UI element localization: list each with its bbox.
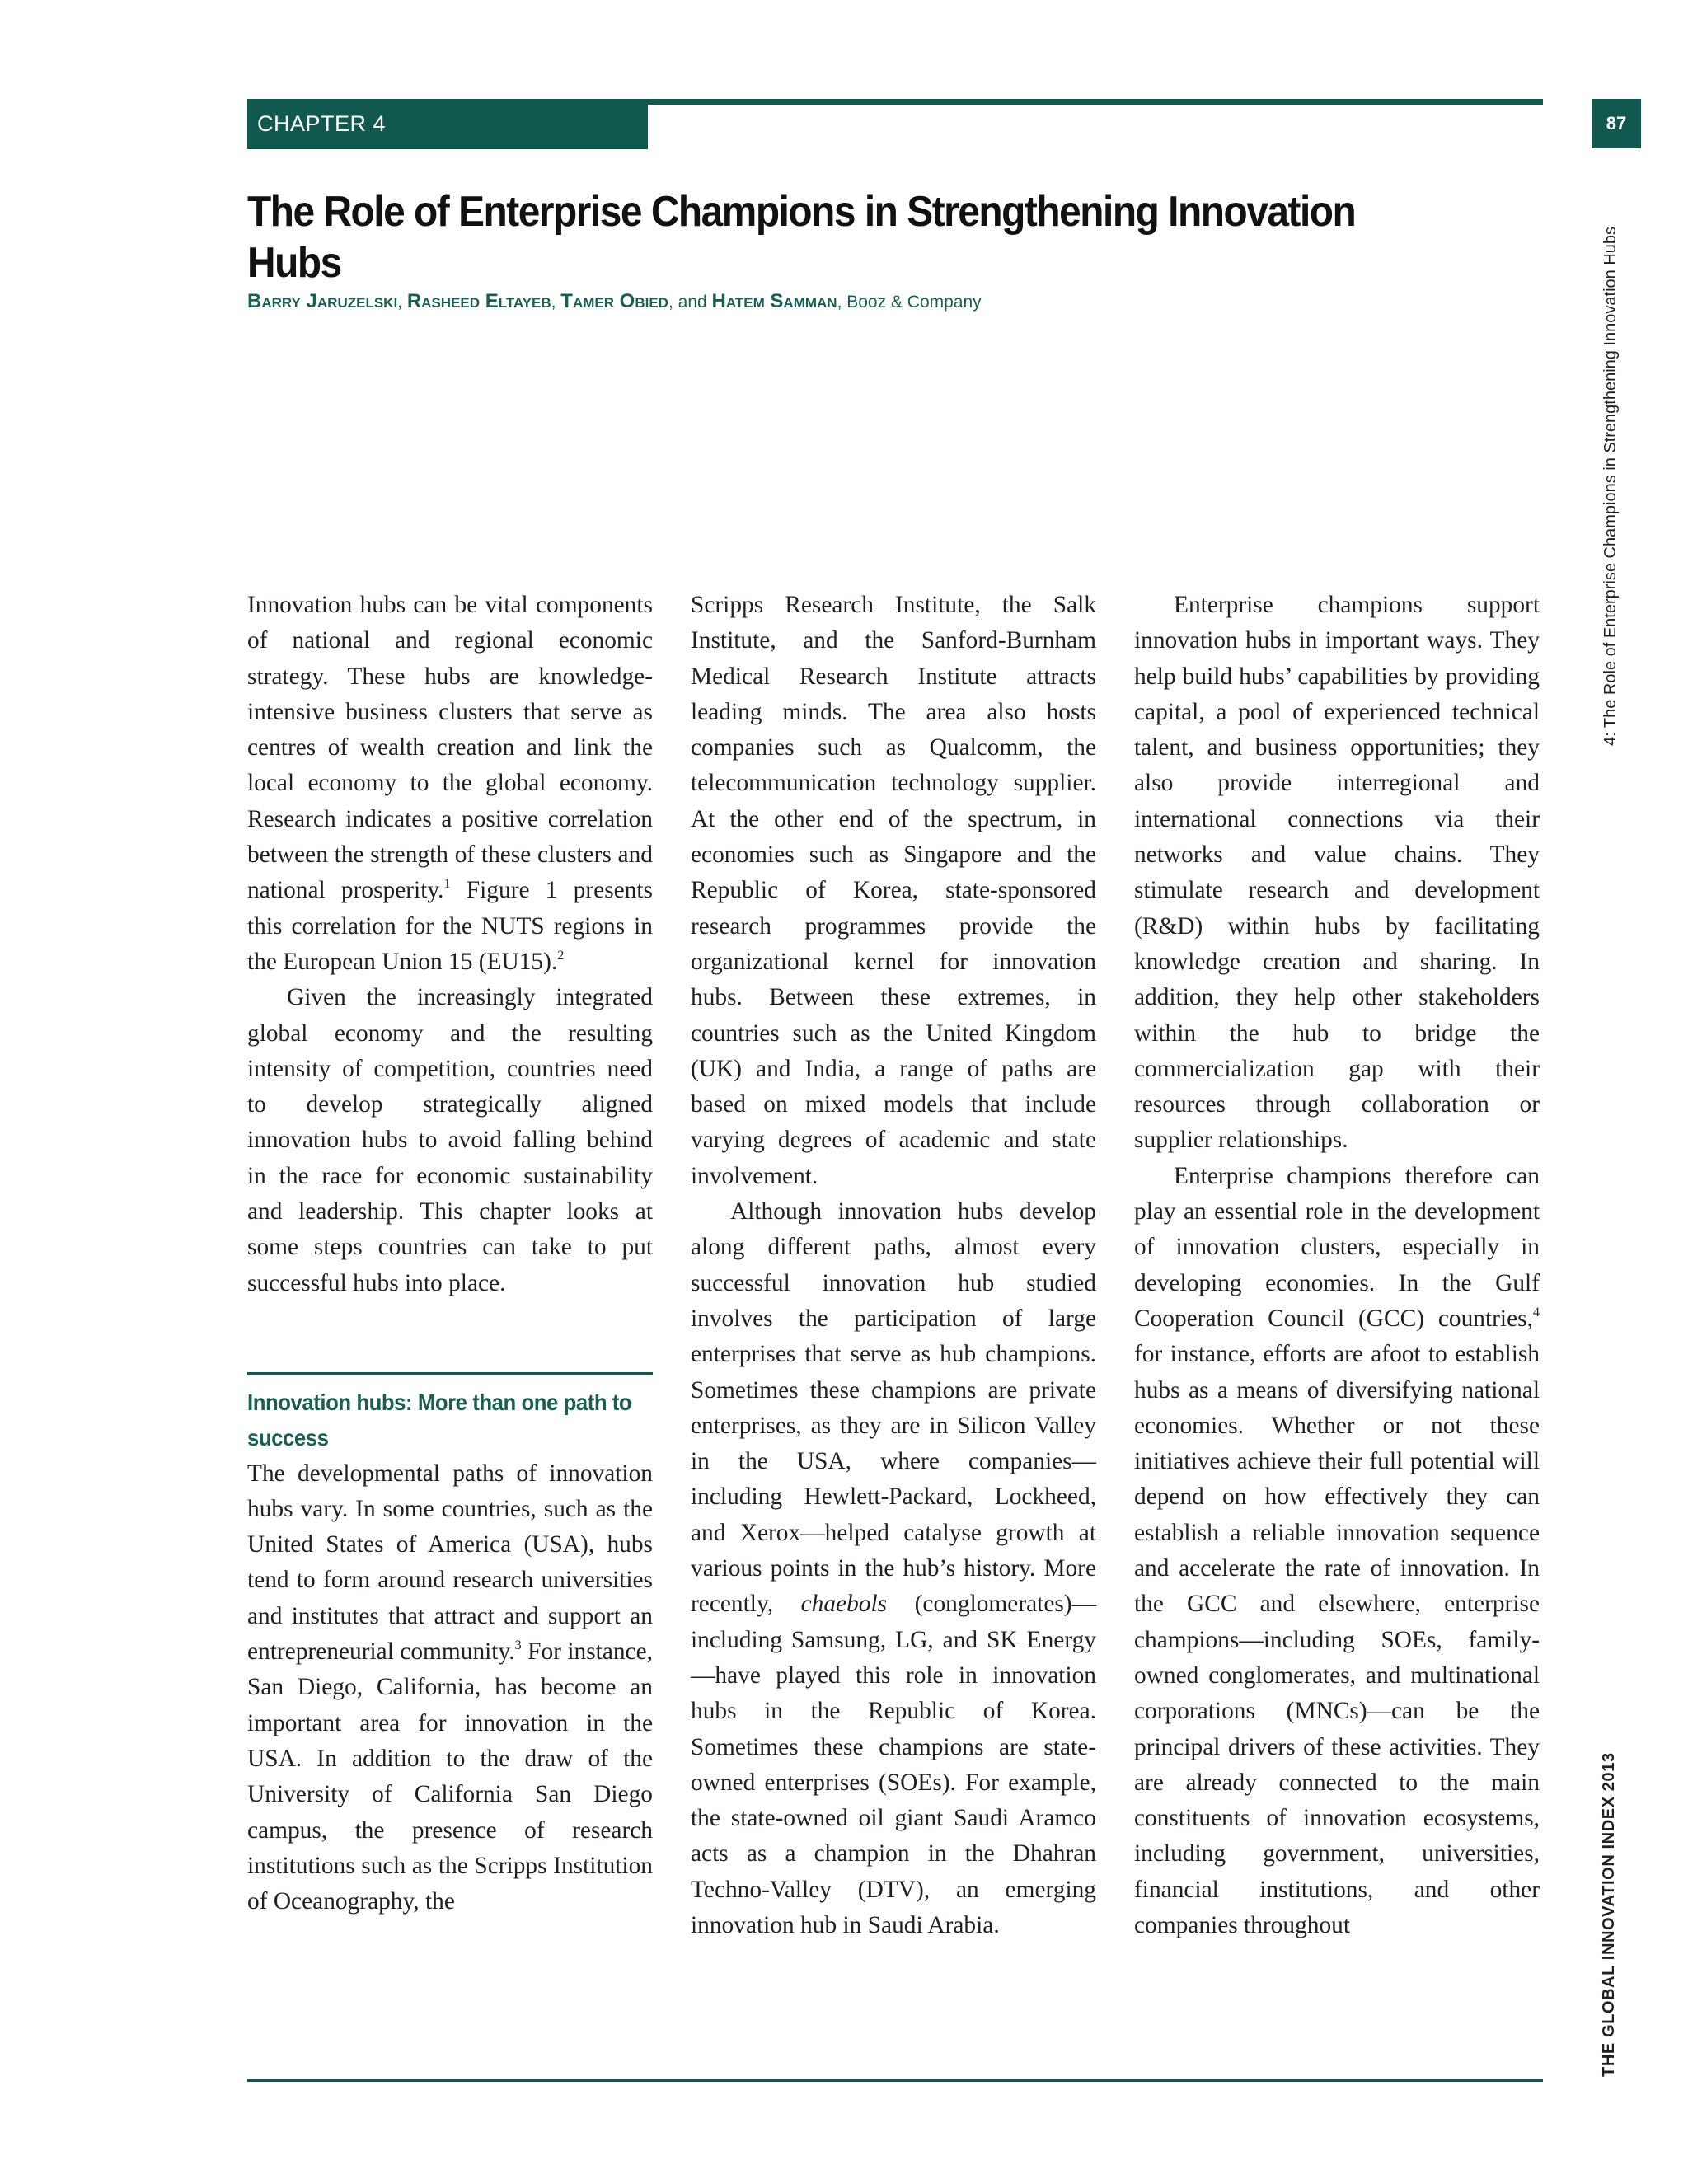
paragraph <box>691 1194 1096 1943</box>
body-column-2 <box>691 588 1096 1943</box>
paragraph: Given the increasingly integrated global economy and the resulting intensity of competition, countries need to develop strategically aligned innovation hubs to avoid falling behind in the race for economic sustainability and leadership. This chapter looks at some steps countries can take to put successful hubs into place. <box>247 984 653 1296</box>
chapter-label <box>247 99 648 149</box>
chapter-title: The Role of Enterprise Champions in Strengthening Innovation Hubs <box>247 188 1356 288</box>
footnote-ref: 4 <box>1532 1305 1540 1319</box>
text-run: The developmental paths of innovation hubs vary. In some countries, such as the United States of America (USA), hubs tend to form around research universities and institutes that attract and support an entrepreneurial community. <box>247 1460 653 1666</box>
side-running-title: 4: The Role of Enterprise Champions in Strengthening Innovation Hubs <box>1601 226 1620 746</box>
footnote-ref: 2 <box>557 948 565 963</box>
author-name: Rasheed Eltayeb <box>406 290 551 312</box>
chapter-label-text: CHAPTER 4 <box>257 111 387 136</box>
section-heading: Innovation hubs: More than one path to success <box>247 1389 632 1451</box>
text-run: Figure 1 presents this correlation for the NUTS regions in the European Union 15 (EU15). <box>247 877 653 975</box>
paragraph: Enterprise champions support innovation hubs in important ways. They help build hubs’ capabilities by providing capital, a pool of experienced technical talent, and business opportunities; they also provide interregional and international connections via their networks and value chains. They stimulate research and development (R&D) within hubs by facilitating knowledge creation and sharing. In addition, they help other stakeholders within the hub to bridge the commercialization gap with their resources through collaboration or supplier relationships. <box>1134 592 1540 1154</box>
author-separator: , <box>837 293 847 312</box>
paragraph <box>1134 1159 1540 1944</box>
author-name: Tamer Obied <box>560 290 668 312</box>
text-run: (conglomerates)—including Samsung, LG, and SK Energy—have played this role in innovation hubs in the Republic of Korea. Sometimes these champions are state-owned enterprises (SOEs). For example, the state-owned oil giant Saudi Aramco acts as a champion in the Dhahran Techno-Valley (DTV), an emerging innovation hub in Saudi Arabia. <box>691 1591 1096 1938</box>
footnote-ref: 3 <box>514 1638 522 1652</box>
paragraph <box>247 1456 653 1920</box>
paragraph: Scripps Research Institute, the Salk Institute, and the Sanford-Burnham Medical Research Institute attracts leading minds. The area also hosts companies such as Qualcomm, the telecommunication technology supplier. At the other end of the spectrum, in economies such as Singapore and the Republic of Korea, state-sponsored research programmes provide the organizational kernel for innovation hubs. Between these extremes, in countries such as the United Kingdom (UK) and India, a range of paths are based on mixed models that include varying degrees of academic and state involvement. <box>691 592 1096 1189</box>
side-publication-title: THE GLOBAL INNOVATION INDEX 2013 <box>1600 1752 1618 2077</box>
footnote-ref: 1 <box>443 877 451 892</box>
section-rule <box>247 1372 653 1375</box>
text-run: Innovation hubs can be vital components of national and regional economic strategy. These hubs are knowledge-intensive business clusters that serve as centres of wealth creation and link the local economy to the global economy. Research indicates a positive correlation between the strength of these clusters and national prosperity. <box>247 592 653 904</box>
footer-rule <box>247 2079 1543 2082</box>
text-run: Although innovation hubs develop along different paths, almost every successful innovation hub studied involves the participation of large enterprises that serve as hub champions. Sometimes these champions are private enterprises, as they are in Silicon Valley in the USA, where companies—including Hewlett-Packard, Lockheed, and Xerox—helped catalyse growth at various points in the hub’s history. More recently, <box>691 1198 1096 1618</box>
author-separator: , <box>551 293 561 312</box>
paragraph <box>247 588 653 980</box>
body-column-1 <box>247 588 653 1919</box>
author-separator: , and <box>668 293 712 312</box>
italic-term: chaebols <box>800 1591 888 1618</box>
page-number <box>1592 99 1641 148</box>
author-separator: , <box>397 293 407 312</box>
author-name: Barry Jaruzelski <box>247 290 398 312</box>
text-run: For instance, San Diego, California, has become an important area for innovation in the USA. In addition to the draw of the University of California San Diego campus, the presence of research institutions such as the Scripps Institution of Oceanography, the <box>247 1638 653 1915</box>
body-column-3 <box>1134 588 1540 1943</box>
author-affiliation: Booz & Company <box>846 293 982 312</box>
header-rule <box>648 99 1543 105</box>
text-run: for instance, efforts are afoot to establish hubs as a means of diversifying national economies. Whether or not these initiatives achieve their full potential will depend on how effectively they can establish a reliable innovation sequence and accelerate the rate of innovation. In the GCC and elsewhere, enterprise champions—including SOEs, family-owned conglomerates, and multinational corporations (MNCs)—can be the principal drivers of these activities. They are already connected to the main constituents of innovation ecosystems, including government, universities, financial institutions, and other companies throughout <box>1134 1341 1540 1938</box>
author-line <box>247 288 1484 314</box>
page-number-text: 87 <box>1606 113 1627 134</box>
author-name: Hatem Samman <box>711 290 837 312</box>
text-run: Enterprise champions therefore can play an essential role in the development of innovation clusters, especially in developing economies. In the Gulf Cooperation Council (GCC) countries, <box>1134 1162 1540 1332</box>
